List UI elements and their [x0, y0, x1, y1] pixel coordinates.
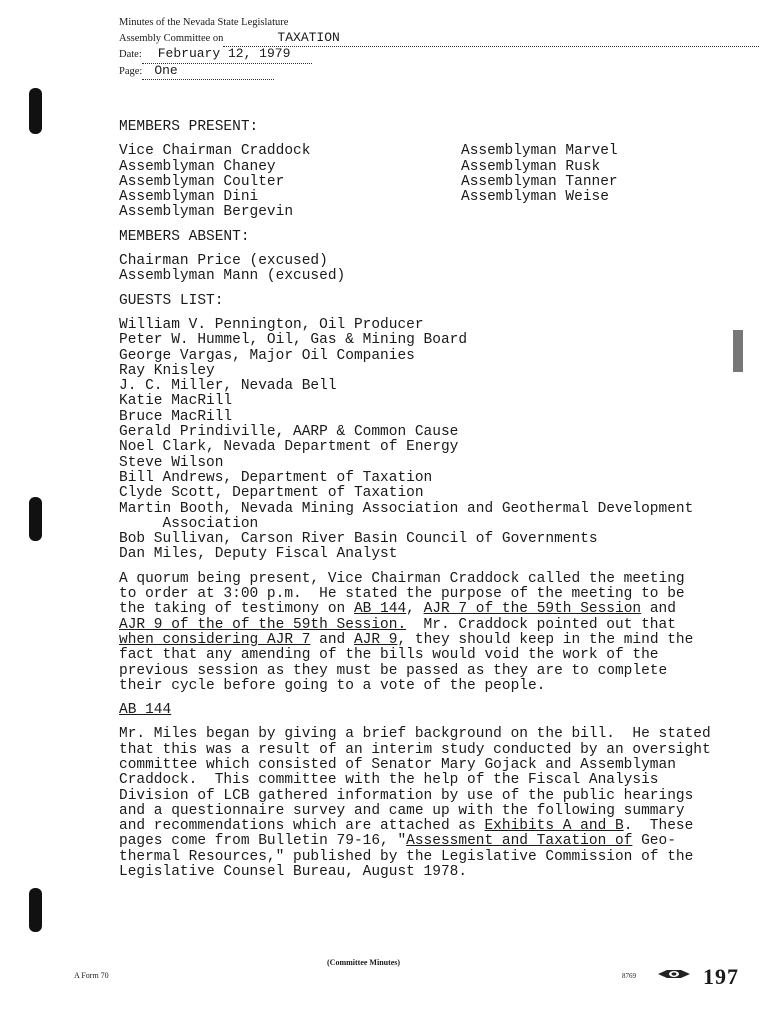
footer-form-number: A Form 70: [74, 971, 109, 980]
text-segment: Geo-: [632, 833, 676, 850]
text-line: their cycle before going to a vote of the people.: [119, 677, 546, 694]
text-segment: and: [641, 601, 676, 618]
bill-reference: AB 144: [353, 601, 407, 618]
footer-code: 8769: [622, 972, 636, 980]
page-number: 197: [703, 964, 739, 989]
exhibit-reference: Exhibits A and B: [484, 818, 624, 835]
absent-item: Assemblyman Mann (excused): [119, 268, 346, 285]
committee-field: [223, 31, 759, 48]
member-item: Vice Chairman Craddock: [119, 143, 311, 160]
text-line: [119, 819, 739, 834]
text-segment: the taking of testimony on: [119, 601, 354, 618]
header-page-row: [119, 64, 759, 81]
page-label: Page:: [119, 65, 143, 77]
guest-item: Gerald Prindiville, AARP & Common Cause: [119, 424, 459, 441]
minutes-header: [119, 16, 759, 80]
guests-heading: GUESTS LIST:: [119, 292, 224, 309]
date-label: Date:: [119, 49, 142, 60]
guest-item: Bill Andrews, Department of Taxation: [119, 469, 433, 486]
text-segment: . These: [623, 818, 694, 835]
guest-item: William V. Pennington, Oil Producer: [119, 316, 424, 333]
text-line: [119, 633, 739, 648]
text-line: [119, 618, 739, 633]
text-line: [119, 834, 739, 849]
text-line: that this was a result of an interim study conducted by an oversight: [119, 741, 711, 758]
header-title: Minutes of the Nevada State Legislature: [119, 17, 289, 28]
members-absent-heading: MEMBERS ABSENT:: [119, 228, 250, 245]
members-present-left: [119, 144, 461, 220]
guest-item: Association: [119, 515, 259, 532]
guest-item: Bob Sullivan, Carson River Basin Council of Governments: [119, 531, 598, 548]
text-line: Craddock. This committee with the help of the Fiscal Analysis: [119, 772, 659, 789]
member-item: Assemblyman Coulter: [119, 173, 285, 190]
text-segment: pages come from Bulletin 79-16, ": [119, 833, 407, 850]
guest-item: Clyde Scott, Department of Taxation: [119, 485, 424, 502]
bill-reference: AJR 7 of the 59th Session: [423, 601, 642, 618]
guests-list: [119, 318, 739, 563]
guest-item: Katie MacRill: [119, 393, 233, 410]
binder-hole-mark-bottom: [29, 888, 42, 932]
binder-hole-mark-middle: [29, 497, 42, 541]
committee-value: TAXATION: [277, 29, 340, 45]
date-value: February 12, 1979: [157, 46, 291, 61]
guest-item: Bruce MacRill: [119, 408, 233, 425]
text-line: A quorum being present, Vice Chairman Craddock called the meeting: [119, 570, 685, 587]
bill-reference: AJR 9: [353, 631, 398, 648]
text-line: to order at 3:00 p.m. He stated the purpose of the meeting to be: [119, 586, 685, 603]
member-item: Assemblyman Rusk: [461, 158, 601, 175]
members-present-right: [461, 144, 618, 220]
bill-reference: AJR 9 of the of the 59th Session.: [119, 616, 407, 633]
member-item: Assemblyman Dini: [119, 189, 259, 206]
guest-item: Noel Clark, Nevada Department of Energy: [119, 439, 459, 456]
publication-title: Assessment and Taxation of: [406, 833, 633, 850]
text-segment: when considering: [119, 631, 267, 648]
guest-item: Dan Miles, Deputy Fiscal Analyst: [119, 546, 398, 563]
guest-item: Peter W. Hummel, Oil, Gas & Mining Board: [119, 332, 468, 349]
member-item: Assemblyman Bergevin: [119, 204, 294, 221]
member-item: Assemblyman Tanner: [461, 173, 618, 190]
text-line: fact that any amending of the bills would void the work of the: [119, 647, 659, 664]
text-line: Legislative Counsel Bureau, August 1978.: [119, 864, 468, 881]
background-paragraph: [119, 727, 739, 880]
members-present-heading: MEMBERS PRESENT:: [119, 119, 259, 135]
bill-reference: AJR 7: [266, 631, 311, 648]
page-value: One: [154, 62, 178, 78]
member-item: Assemblyman Chaney: [119, 158, 276, 175]
opening-paragraph: [119, 572, 739, 694]
page-field: [142, 64, 274, 81]
text-line: and a questionnaire survey and came up with the following summary: [119, 802, 685, 819]
minutes-body: [119, 120, 739, 880]
text-line: committee which consisted of Senator Mary Gojack and Assemblyman: [119, 756, 676, 773]
text-line: [119, 602, 739, 617]
binder-hole-mark-top: [29, 88, 42, 134]
absent-item: Chairman Price (excused): [119, 253, 328, 270]
text-segment: and: [310, 631, 354, 648]
section-heading: AB 144: [119, 702, 172, 719]
guest-item: J. C. Miller, Nevada Bell: [119, 378, 337, 395]
text-segment: ,: [406, 601, 424, 618]
member-item: Assemblyman Weise: [461, 189, 609, 206]
text-segment: , they should keep in the mind the: [397, 631, 694, 648]
header-committee-row: [119, 31, 759, 48]
state-seal-icon: [657, 968, 691, 980]
header-date-row: [119, 47, 759, 64]
date-field: [142, 47, 312, 64]
text-line: Division of LCB gathered information by use of the public hearings: [119, 787, 694, 804]
text-line: thermal Resources," published by the Legislative Commission of the: [119, 848, 694, 865]
guest-item: Martin Booth, Nevada Mining Association and Geothermal Development: [119, 500, 694, 517]
committee-label: Assembly Committee on: [119, 32, 224, 44]
guest-item: George Vargas, Major Oil Companies: [119, 347, 415, 364]
text-segment: and recommendations which are attached as: [119, 818, 485, 835]
text-line: Mr. Miles began by giving a brief background on the bill. He stated: [119, 726, 711, 743]
guest-item: Ray Knisley: [119, 362, 215, 379]
member-item: Assemblyman Marvel: [461, 143, 618, 160]
footer-committee-minutes: (Committee Minutes): [327, 958, 401, 967]
guest-item: Steve Wilson: [119, 454, 224, 471]
members-present-list: [119, 144, 739, 220]
text-line: previous session as they must be passed as they are to complete: [119, 662, 668, 679]
text-segment: Mr. Craddock pointed out that: [406, 616, 676, 633]
